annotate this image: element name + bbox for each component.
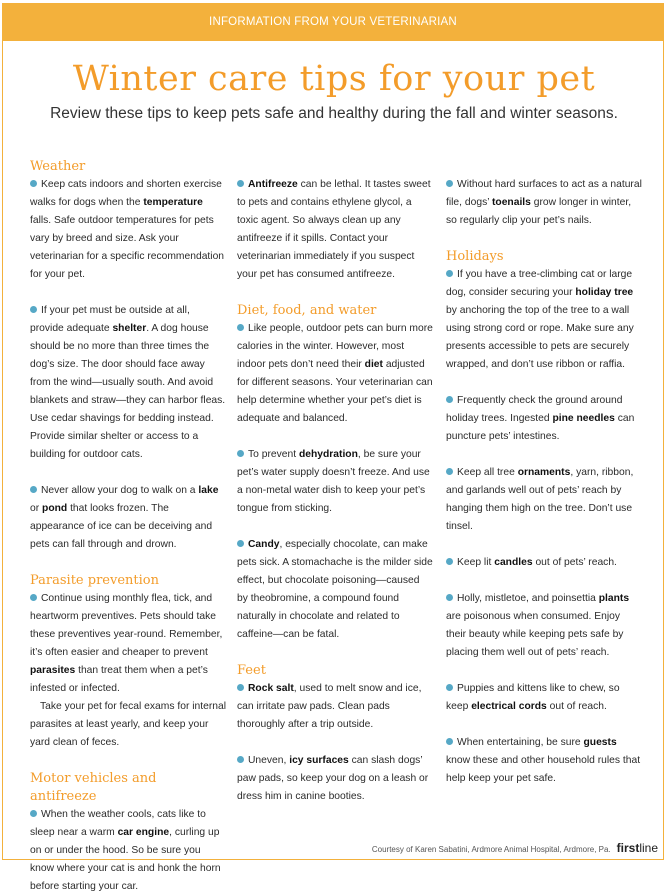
section-heading-weather: Weather: [30, 159, 86, 174]
tip-shelter: If your pet must be outside at all, provide adequate shelter. A dog house should be no more than three times the dog’s size. The door should face away from the wind—usually south. And avoid blankets and straw—they can harbor fleas. Use cedar shavings for bedding instead. Provide similar shelter or access to a building for outdoor cats.: [30, 305, 226, 460]
bullet-icon: [237, 180, 244, 187]
tip-guests: When entertaining, be sure guests know these and other household rules that help keep your pet safe.: [446, 737, 641, 784]
page-title: Winter care tips for your pet: [72, 59, 596, 99]
tip-holiday-tree: If you have a tree-climbing cat or large dog, consider securing your holiday tree by anchoring the top of the tree to a wall using strong cord or rope. Make sure any presents accessible to pets are securely wrapped, and don’t use ribbon or raffia.: [446, 269, 634, 370]
bullet-icon: [446, 180, 453, 187]
tip-candles: Keep lit candles out of pets’ reach.: [446, 554, 642, 572]
bullet-icon: [446, 396, 453, 403]
header-banner: INFORMATION FROM YOUR VETERINARIAN: [2, 3, 664, 41]
tip-pine-needles: Frequently check the ground around holiday trees. Ingested pine needles can puncture pets’ intestines.: [446, 395, 635, 442]
bullet-icon: [446, 270, 453, 277]
tip-diet: Like people, outdoor pets can burn more calories in the winter. However, most indoor pets don’t need their diet adjusted for different seasons. Your veterinarian can help determine whether your pet’s diet is adequate and balanced.: [237, 323, 433, 424]
tip-rock-salt: Rock salt, used to melt snow and ice, can irritate paw pads. Clean pads thoroughly after a trip outside.: [237, 683, 422, 730]
bullet-icon: [30, 306, 37, 313]
tip-antifreeze: Antifreeze can be lethal. It tastes sweet to pets and contains ethylene glycol, a toxic agent. So always clean up any antifreeze if it spills. Contact your veterinarian immediately if you suspect your pet has consumed antifreeze.: [237, 179, 431, 280]
tip-dehydration: To prevent dehydration, be sure your pet’s water supply doesn’t freeze. And use a non-metal water dish to keep your pet’s tongue from sticking.: [237, 449, 430, 514]
bullet-icon: [446, 684, 453, 691]
tip-toenails: Without hard surfaces to act as a natural file, dogs’ toenails grow longer in winter, so regularly clip your pet’s nails.: [446, 179, 642, 226]
tip-candy: Candy, especially chocolate, can make pets sick. A stomachache is the milder side effect, but chocolate poisoning—caused by theobromine, a compound found naturally in chocolate and related to caffeine—can be fatal.: [237, 539, 433, 640]
footer-credit: Courtesy of Karen Sabatini, Ardmore Animal Hospital, Ardmore, Pa.: [371, 845, 611, 854]
tip-plants: Holly, mistletoe, and poinsettia plants are poisonous when consumed. Enjoy their beauty while keeping pets safe by placing them well out of pets’ reach.: [446, 593, 630, 658]
column-1: [30, 158, 226, 896]
tip-parasites: Continue using monthly flea, tick, and heartworm preventives. Pets should take these preventives year-round. Remember, it’s often easier and cheaper to prevent parasites than treat them when a pet’s infested or infected.: [30, 593, 223, 694]
tip-icy-surfaces: Uneven, icy surfaces can slash dogs’ paw pads, so keep your dog on a leash or dress him in canine booties.: [237, 755, 429, 802]
bullet-icon: [237, 324, 244, 331]
bullet-icon: [30, 594, 37, 601]
bullet-icon: [446, 558, 453, 565]
section-heading-motor: Motor vehicles and antifreeze: [30, 771, 157, 804]
firstline-logo: firstline: [616, 841, 658, 855]
tip-car-engine: When the weather cools, cats like to sleep near a warm car engine, curling up on or under the hood. So be sure you know where your cat is and honk the horn before starting your car.: [30, 809, 221, 892]
tip-frozen-water: Never allow your dog to walk on a lake or pond that looks frozen. The appearance of ice can be deceiving and pets can fall through and drown.: [30, 485, 219, 550]
bullet-icon: [446, 738, 453, 745]
tip-ornaments: Keep all tree ornaments, yarn, ribbon, and garlands well out of pets’ reach by hanging them high on the tree. Don’t use tinsel.: [446, 467, 634, 532]
tip-electrical-cords: Puppies and kittens like to chew, so keep electrical cords out of reach.: [446, 683, 620, 712]
section-heading-diet: Diet, food, and water: [237, 303, 377, 318]
bullet-icon: [237, 684, 244, 691]
bullet-icon: [30, 486, 37, 493]
page-subtitle: Review these tips to keep pets safe and healthy during the fall and winter seasons.: [50, 105, 618, 122]
column-2: [237, 176, 433, 806]
bullet-icon: [30, 810, 37, 817]
column-3: [446, 176, 642, 788]
tip-fecal-exam: Take your pet for fecal exams for internal parasites at least yearly, and keep your yard clean of feces.: [30, 701, 227, 748]
section-heading-parasite: Parasite prevention: [30, 573, 159, 588]
footer: [372, 841, 658, 855]
tip-temperature: Keep cats indoors and shorten exercise walks for dogs when the temperature falls. Safe outdoor temperatures for pets vary by breed and size. Ask your veterinarian for a specific recommendation for your pet.: [30, 179, 225, 280]
bullet-icon: [237, 540, 244, 547]
bullet-icon: [446, 468, 453, 475]
section-heading-feet: Feet: [237, 663, 266, 678]
section-heading-holidays: Holidays: [446, 249, 504, 264]
bullet-icon: [237, 450, 244, 457]
bullet-icon: [446, 594, 453, 601]
bullet-icon: [237, 756, 244, 763]
bullet-icon: [30, 180, 37, 187]
